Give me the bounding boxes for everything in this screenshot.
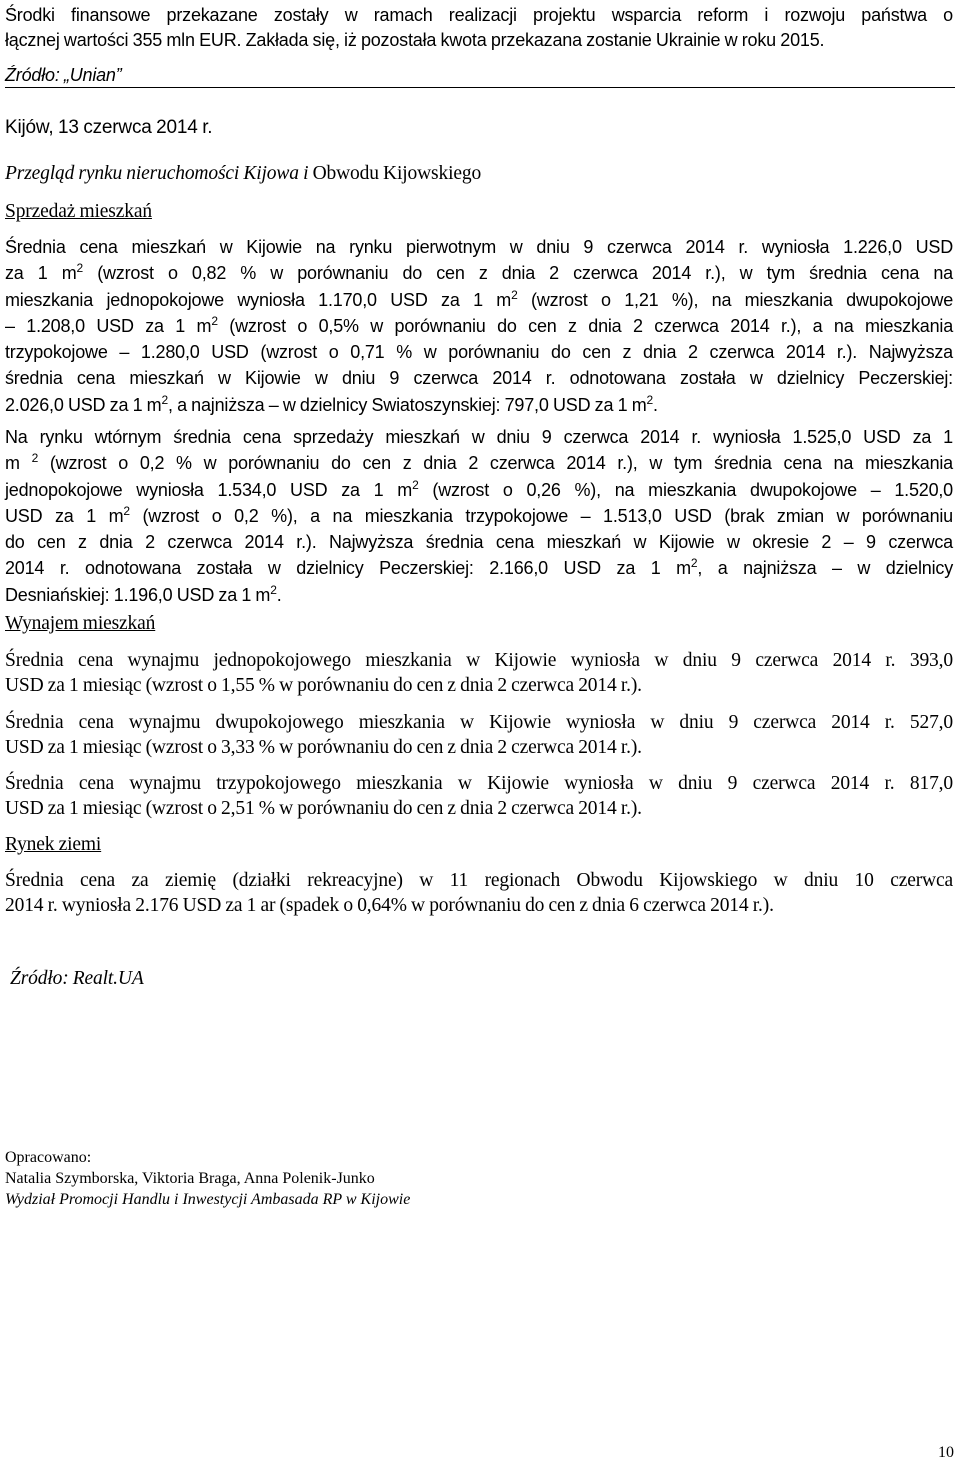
secondary-market-paragraph — [5, 424, 953, 608]
paragraph-line: Desniańskiej: 1.196,0 USD za 1 $m^2$. — [5, 582, 282, 605]
paragraph-line: Średnia cena mieszkań w Kijowie na rynku pierwotnym w dniu 9 czerwca 2014 r. wyniosła 1.226,0 USD — [5, 237, 953, 257]
footer-prepared: Opracowano: — [5, 1149, 92, 1166]
heading-sale: Sprzedaż mieszkań — [5, 201, 152, 222]
review-title-italic: Przegląd rynku nieruchomości Kijowa i — [5, 163, 309, 184]
paragraph-line: trzypokojowe – 1.280,0 USD (wzrost o 0,71 % w porównaniu do cen z dnia 2 czerwca 2014 r.). Najwyższa — [5, 342, 953, 363]
superscript: 2 — [31, 451, 39, 466]
paragraph-line: jednopokojowe wyniosła 1.534,0 USD za 1 $m^2$ (wzrost o 0,26 %), na mieszkania dwupokojowe – 1.520,0 — [5, 477, 953, 500]
page-number: 10 — [938, 1444, 954, 1461]
paragraph-line: średnia cena mieszkań w Kijowie w dniu 9 czerwca 2014 r. odnotowana została w dzielnicy Peczerskiej: — [5, 368, 953, 389]
paragraph-line: 2.026,0 USD za 1 $m^2$, a najniższa – w dzielnicy Swiatoszynskiej: 797,0 USD za 1 $m^2$. — [5, 392, 658, 415]
superscript: 2 — [123, 503, 130, 518]
source-realt: Źródło: Realt.UA — [10, 968, 144, 989]
intro-line: Środki finansowe przekazane zostały w ramach realizacji projektu wsparcia reform i rozwoju państwa o — [5, 5, 953, 25]
superscript: 2 — [412, 477, 419, 492]
primary-market-paragraph — [5, 234, 953, 418]
horizontal-rule — [5, 87, 955, 88]
superscript: 2 — [511, 287, 518, 302]
footer-block — [5, 1147, 953, 1210]
land-line: Średnia cena za ziemię (działki rekreacyjne) w 11 regionach Obwodu Kijowskiego w dniu 10 czerwca — [5, 870, 953, 891]
intro-paragraph — [5, 3, 953, 53]
paragraph-line: Na rynku wtórnym średnia cena sprzedaży mieszkań w dniu 9 czerwca 2014 r. wyniosła 1.525,0 USD za 1 — [5, 427, 953, 447]
superscript: 2 — [646, 392, 653, 407]
rent-line: Średnia cena wynajmu dwupokojowego mieszkania w Kijowie wyniosła w dniu 9 czerwca 2014 r. 527,0 — [5, 712, 953, 733]
paragraph-line: – 1.208,0 USD za 1 $m^2$ (wzrost o 0,5% w porównaniu do cen z dnia 2 czerwca 2014 r.), a na mieszkania — [5, 313, 953, 336]
land-line: 2014 r. wyniosła 2.176 USD za 1 ar (spadek o 0,64% w porównaniu do cen z dnia 6 czerwca 2014 r.). — [5, 895, 774, 917]
paragraph-line: 2014 r. odnotowana została w dzielnicy Peczerskiej: 2.166,0 USD za 1 $m^2$, a najniższa – w dzielnicy — [5, 556, 953, 579]
footer-authors: Natalia Szymborska, Viktoria Braga, Anna Polenik-Junko — [5, 1170, 375, 1187]
land-paragraph — [5, 868, 953, 919]
heading-land: Rynek ziemi — [5, 834, 102, 855]
rent-paragraph-2 — [5, 710, 953, 761]
rent-line: USD za 1 miesiąc (wzrost o 3,33 % w porównaniu do cen z dnia 2 czerwca 2014 r.). — [5, 737, 642, 759]
superscript: 2 — [211, 313, 218, 328]
superscript: 2 — [76, 261, 84, 276]
rent-line: USD za 1 miesiąc (wzrost o 1,55 % w porównaniu do cen z dnia 2 czerwca 2014 r.). — [5, 675, 642, 697]
rent-line: Średnia cena wynajmu jednopokojowego mieszkania w Kijowie wyniosła w dniu 9 czerwca 2014 r. 393,0 — [5, 650, 953, 671]
rent-paragraph-1 — [5, 648, 953, 699]
superscript: 2 — [270, 582, 277, 597]
paragraph-line: do cen z dnia 2 czerwca 2014 r.). Najwyższa średnia cena mieszkań w Kijowie w okresie 2 – 9 czerwca — [5, 532, 953, 553]
heading-rent: Wynajem mieszkań — [5, 613, 156, 634]
paragraph-line: za 1 $m^2$ (wzrost o 0,82 % w porównaniu do cen z dnia 2 czerwca 2014 r.), w tym średnia cena na — [5, 261, 953, 284]
source-unian: Źródło: „Unian” — [5, 65, 122, 85]
intro-line: łącznej wartości 355 mln EUR. Zakłada się, iż pozostała kwota przekazana zostanie Ukrainie w roku 2015. — [5, 30, 825, 50]
rent-line: USD za 1 miesiąc (wzrost o 2,51 % w porównaniu do cen z dnia 2 czerwca 2014 r.). — [5, 798, 642, 820]
review-title — [5, 161, 953, 186]
superscript: 2 — [690, 556, 698, 571]
paragraph-line: m $^2$ (wzrost o 0,2 % w porównaniu do cen z dnia 2 czerwca 2014 r.), w tym średnia cena na mieszkania — [5, 451, 953, 474]
paragraph-line: mieszkania jednopokojowe wyniosła 1.170,0 USD za 1 $m^2$ (wzrost o 1,21 %), na mieszkania dwupokojowe — [5, 287, 953, 310]
paragraph-line: USD za 1 $m^2$ (wzrost o 0,2 %), a na mieszkania trzypokojowe – 1.513,0 USD (brak zmian w porównaniu — [5, 503, 953, 526]
superscript: 2 — [161, 392, 168, 407]
rent-line: Średnia cena wynajmu trzypokojowego mieszkania w Kijowie wyniosła w dniu 9 czerwca 2014 r. 817,0 — [5, 773, 953, 794]
dateline: Kijów, 13 czerwca 2014 r. — [5, 117, 213, 138]
rent-paragraph-3 — [5, 771, 953, 822]
review-title-rest: Obwodu Kijowskiego — [308, 163, 482, 184]
footer-department: Wydział Promocji Handlu i Inwestycji Ambasada RP w Kijowie — [5, 1191, 411, 1208]
